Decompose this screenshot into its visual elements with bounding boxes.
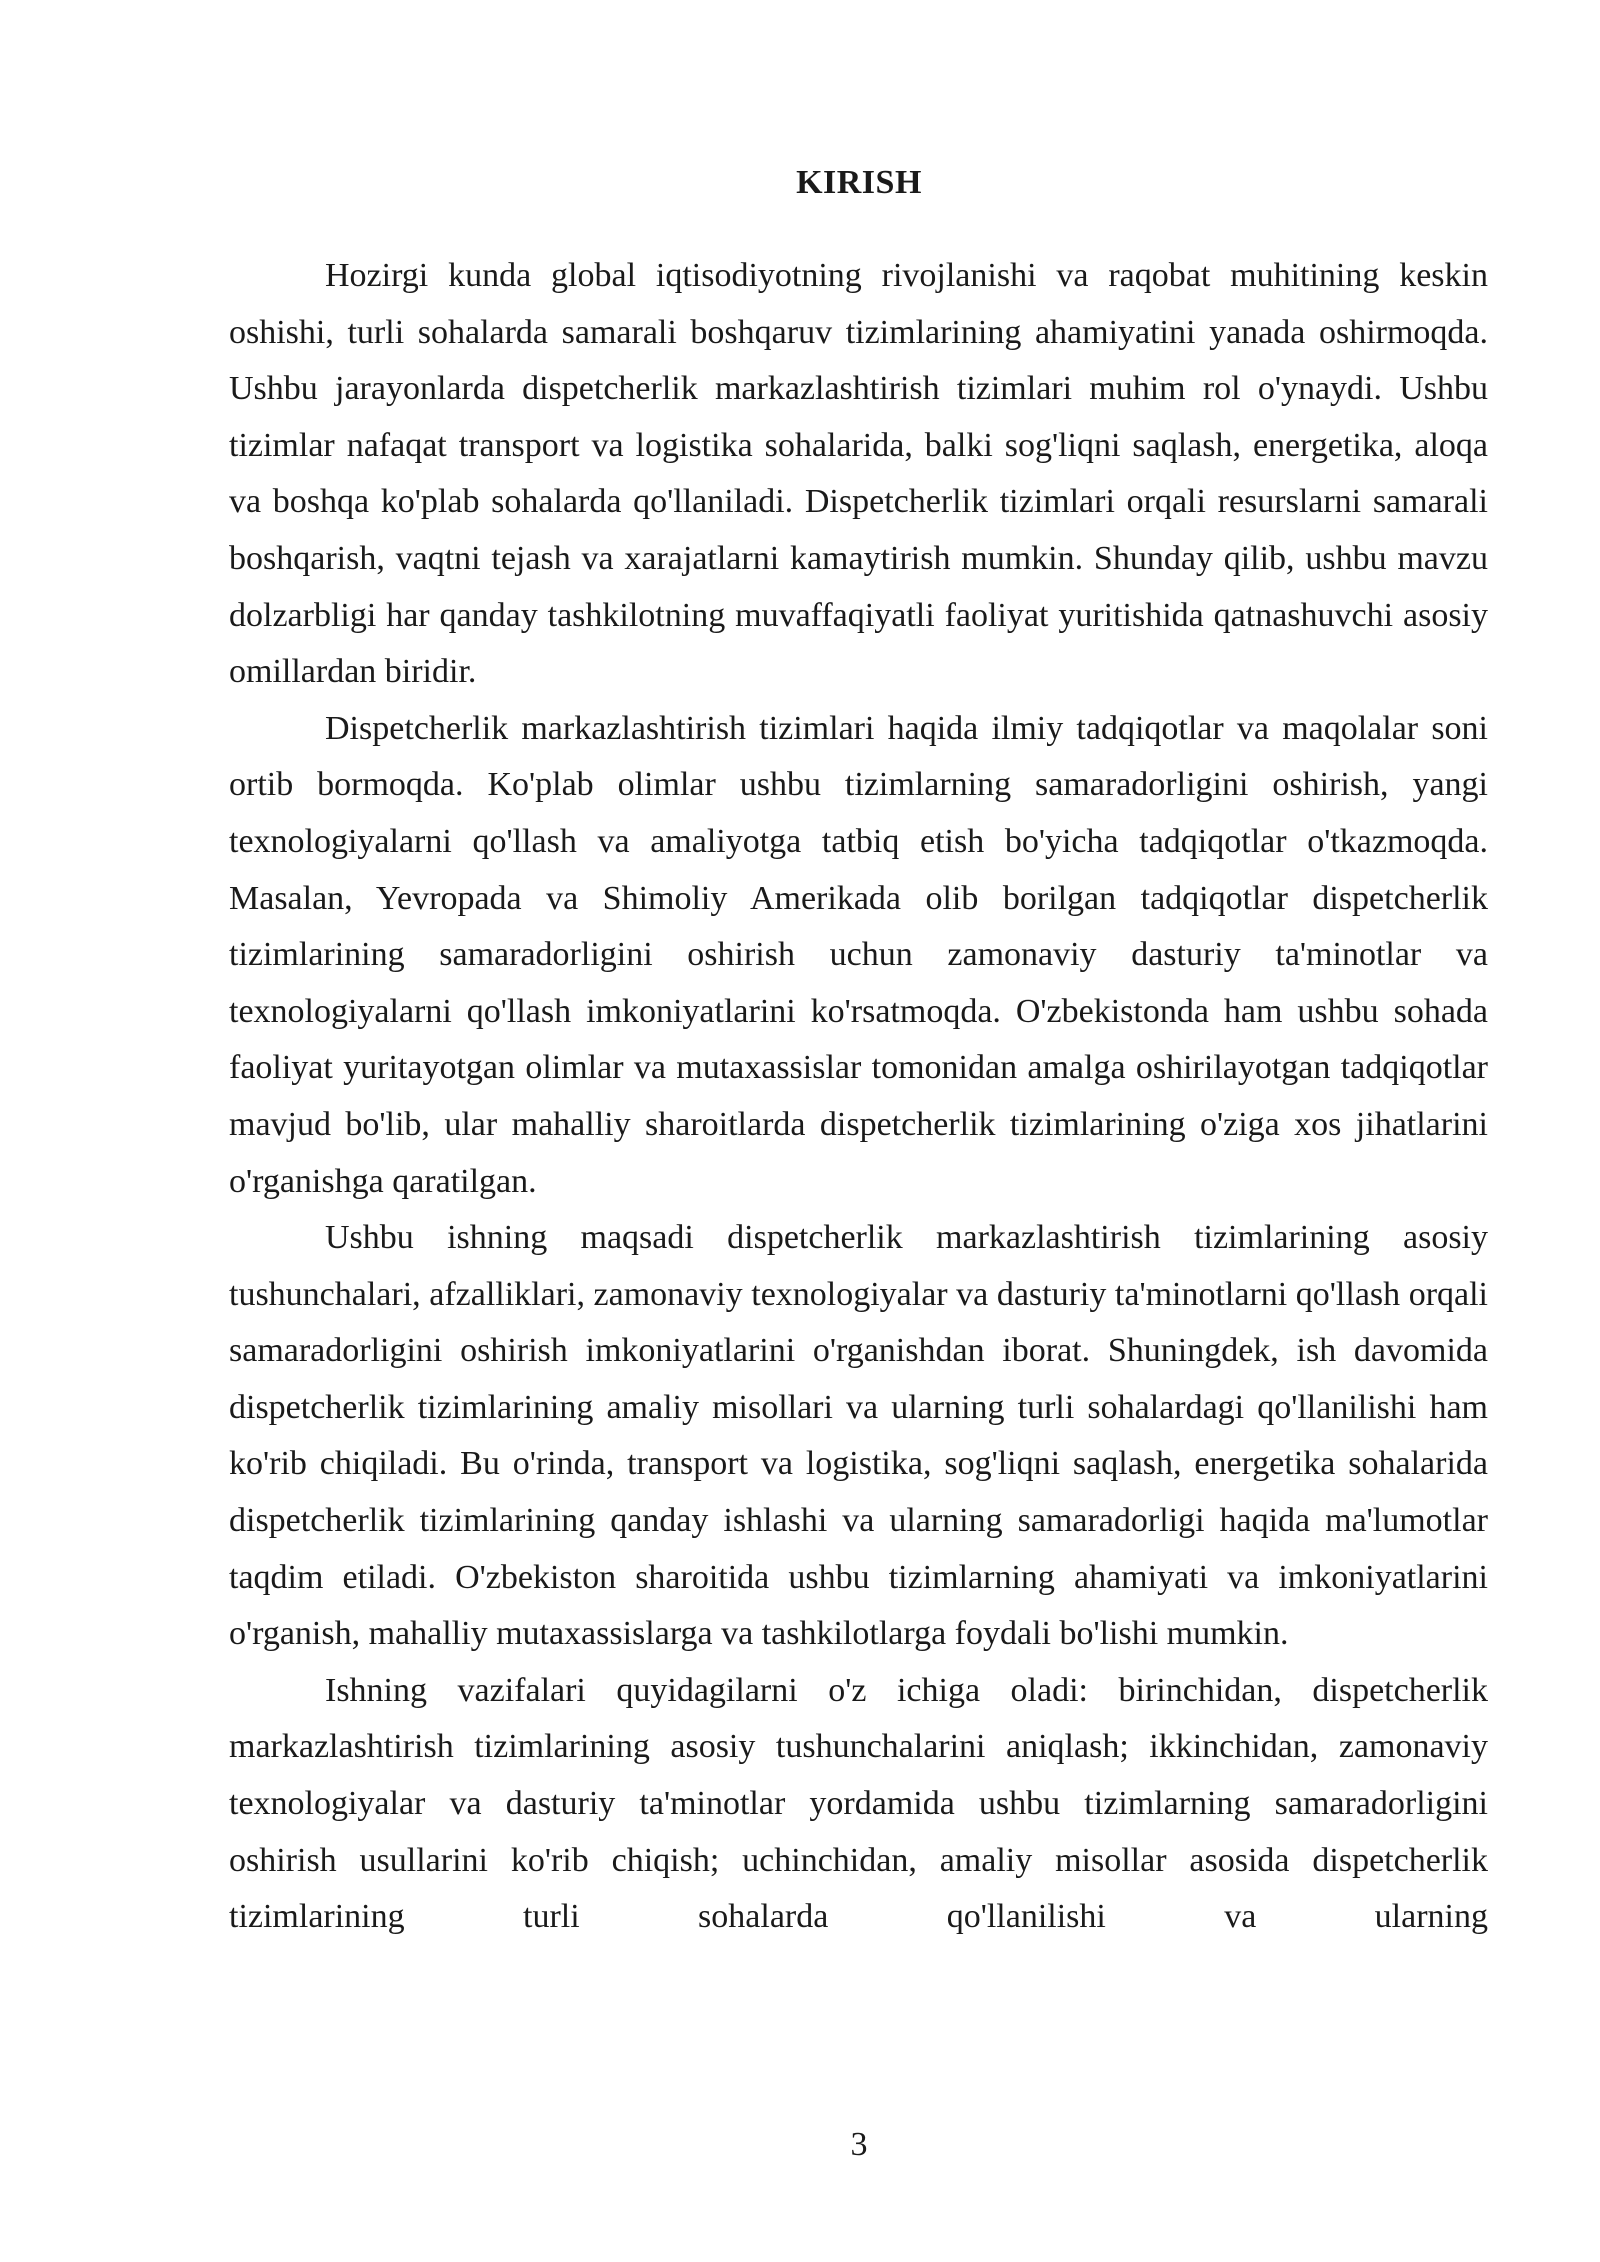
paragraph: Dispetcherlik markazlashtirish tizimlari haqida ilmiy tadqiqotlar va maqolalar soni ortib bormoqda. Ko'plab olimlar ushbu tizimlarning samaradorligini oshirish, yangi texnologiyalarni qo'llash va amaliyotga tatbiq etish bo'yicha tadqiqotlar o'tkazmoqda. Masalan, Yevropada va Shimoliy Amerikada olib borilgan tadqiqotlar dispetcherlik tizimlarining samaradorligini oshirish uchun zamonaviy dasturiy ta'minotlar va texnologiyalarni qo'llash imkoniyatlarini ko'rsatmoqda. O'zbekistonda ham ushbu sohada faoliyat yuritayotgan olimlar va mutaxassislar tomonidan amalga oshirilayotgan tadqiqotlar mavjud bo'lib, ular mahalliy sharoitlarda dispetcherlik tizimlarining o'ziga xos jihatlarini o'rganishga qaratilgan. xyxy=(229,709,1488,1200)
paragraph: Ishning vazifalari quyidagilarni o'z ichiga oladi: birinchidan, dispetcherlik markazlashtirish tizimlarining asosiy tushunchalarini aniqlash; ikkinchidan, zamonaviy texnologiyalar va dasturiy ta'minotlar yordamida ushbu tizimlarning samaradorligini oshirish usullarini ko'rib chiqish; uchinchidan, amaliy misollar asosida dispetcherlik tizimlarining turli sohalarda qo'llanilishi va ularning xyxy=(229,1671,1488,1936)
paragraph: Hozirgi kunda global iqtisodiyotning rivojlanishi va raqobat muhitining keskin oshishi, turli sohalarda samarali boshqaruv tizimlarining ahamiyatini yanada oshirmoqda. Ushbu jarayonlarda dispetcherlik markazlashtirish tizimlari muhim rol o'ynaydi. Ushbu tizimlar nafaqat transport va logistika sohalarida, balki sog'liqni saqlash, energetika, aloqa va boshqa ko'plab sohalarda qo'llaniladi. Dispetcherlik tizimlari orqali resurslarni samarali boshqarish, vaqtni tejash va xarajatlarni kamaytirish mumkin. Shunday qilib, ushbu mavzu dolzarbligi har qanday tashkilotning muvaffaqiyatli faoliyat yuritishida qatnashuvchi asosiy omillardan biridir. xyxy=(229,257,1488,691)
page-number: 3 xyxy=(850,2126,868,2163)
paragraph: Ushbu ishning maqsadi dispetcherlik markazlashtirish tizimlarining asosiy tushunchalari, afzalliklari, zamonaviy texnologiyalar va dasturiy ta'minotlarni qo'llash orqali samaradorligini oshirish imkoniyatlarini o'rganishdan iborat. Shuningdek, ish davomida dispetcherlik tizimlarining amaliy misollari va ularning turli sohalardagi qo'llanilishi ham ko'rib chiqiladi. Bu o'rinda, transport va logistika, sog'liqni saqlash, energetika sohalarida dispetcherlik tizimlarining qanday ishlashi va ularning samaradorligi haqida ma'lumotlar taqdim etiladi. O'zbekiston sharoitida ushbu tizimlarning ahamiyati va imkoniyatlarini o'rganish, mahalliy mutaxassislarga va tashkilotlarga foydali bo'lishi mumkin. xyxy=(229,1219,1488,1653)
section-heading: KIRISH xyxy=(796,164,922,201)
body-text xyxy=(229,248,1488,1946)
